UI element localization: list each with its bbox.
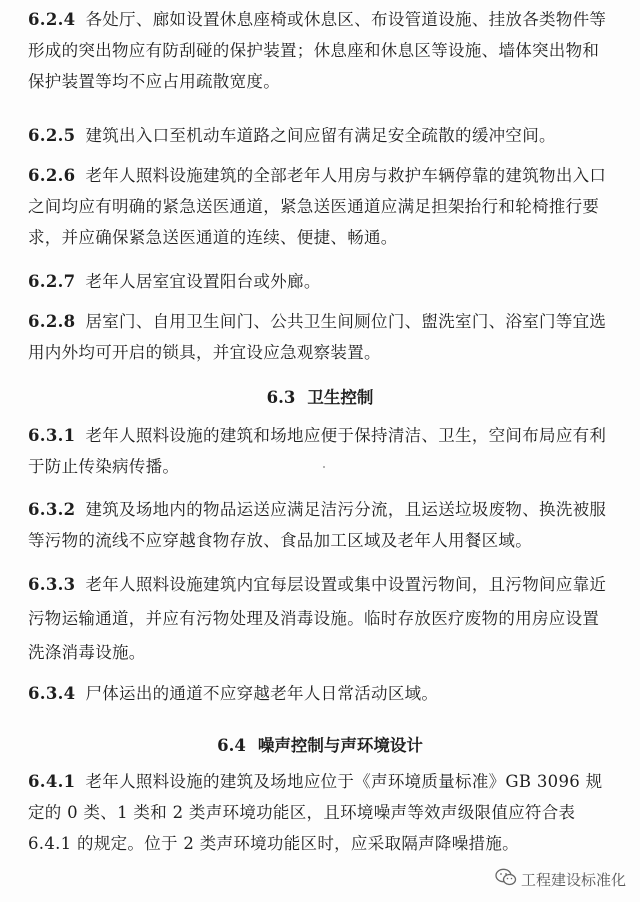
clause-number: 6.3.3 <box>28 575 76 594</box>
clause-number: 6.2.7 <box>28 272 76 291</box>
clause-number: 6.3.1 <box>28 426 76 445</box>
clause-text: 居室门、自用卫生间门、公共卫生间厕位门、盥洗室门、浴室门等宜选用内外均可开启的锁具，并宜设应急观察装置。 <box>28 312 607 362</box>
clause-number: 6.2.5 <box>28 126 76 145</box>
section-number: 6.4 <box>217 736 246 755</box>
clause-6-2-6 <box>28 160 613 253</box>
watermark-text: 工程建设标准化 <box>520 870 626 889</box>
clause-6-2-4 <box>28 4 613 97</box>
source-watermark <box>495 868 626 890</box>
speck <box>323 466 325 468</box>
clause-6-3-4 <box>28 678 613 709</box>
clause-number: 6.2.8 <box>28 312 76 331</box>
clause-text: 建筑出入口至机动车道路之间应留有满足安全疏散的缓冲空间。 <box>85 126 556 145</box>
clause-number: 6.2.6 <box>28 166 76 185</box>
clause-number: 6.2.4 <box>28 10 76 29</box>
section-title: 卫生控制 <box>307 388 374 407</box>
wechat-icon <box>495 868 517 890</box>
section-heading-6-3 <box>0 386 640 410</box>
section-title: 噪声控制与声环境设计 <box>257 736 423 755</box>
clause-6-3-1 <box>28 420 613 482</box>
clause-6-2-5 <box>28 120 613 151</box>
clause-6-3-3 <box>28 568 613 670</box>
clause-number: 6.3.2 <box>28 500 76 519</box>
clause-6-2-7 <box>28 266 613 297</box>
clause-text: 老年人照料设施的建筑及场地应位于《声环境质量标准》GB 3096 规定的 0 类、1 类和 2 类声环境功能区，且环境噪声等效声级限值应符合表 6.4.1 的规定。位于 2 类声环境功能区时，应采取隔声降噪措施。 <box>28 772 603 853</box>
clause-text: 老年人照料设施的建筑和场地应便于保持清洁、卫生，空间布局应有利于防止传染病传播。 <box>28 426 607 476</box>
clause-6-3-2 <box>28 494 613 556</box>
clause-text: 老年人照料设施建筑内宜每层设置或集中设置污物间，且污物间应靠近污物运输通道，并应有污物处理及消毒设施。临时存放医疗废物的用房应设置洗涤消毒设施。 <box>28 575 607 662</box>
clause-text: 老年人居室宜设置阳台或外廊。 <box>85 272 321 291</box>
section-number: 6.3 <box>266 388 296 407</box>
clause-6-4-1 <box>28 766 613 859</box>
clause-number: 6.3.4 <box>28 684 76 703</box>
clause-number: 6.4.1 <box>28 772 76 791</box>
clause-text: 老年人照料设施建筑的全部老年人用房与救护车辆停靠的建筑物出入口之间均应有明确的紧急送医通道，紧急送医通道应满足担架抬行和轮椅推行要求，并应确保紧急送医通道的连续、便捷、畅通。 <box>28 166 607 247</box>
clause-6-2-8 <box>28 306 613 368</box>
section-heading-6-4 <box>0 734 640 758</box>
clause-text: 建筑及场地内的物品运送应满足洁污分流，且运送垃圾废物、换洗被服等污物的流线不应穿越食物存放、食品加工区域及老年人用餐区域。 <box>28 500 607 550</box>
clause-text: 各处厅、廊如设置休息座椅或休息区、布设管道设施、挂放各类物件等形成的突出物应有防刮碰的保护装置；休息座和休息区等设施、墙体突出物和保护装置等均不应占用疏散宽度。 <box>28 10 607 91</box>
clause-text: 尸体运出的通道不应穿越老年人日常活动区域。 <box>85 684 439 703</box>
